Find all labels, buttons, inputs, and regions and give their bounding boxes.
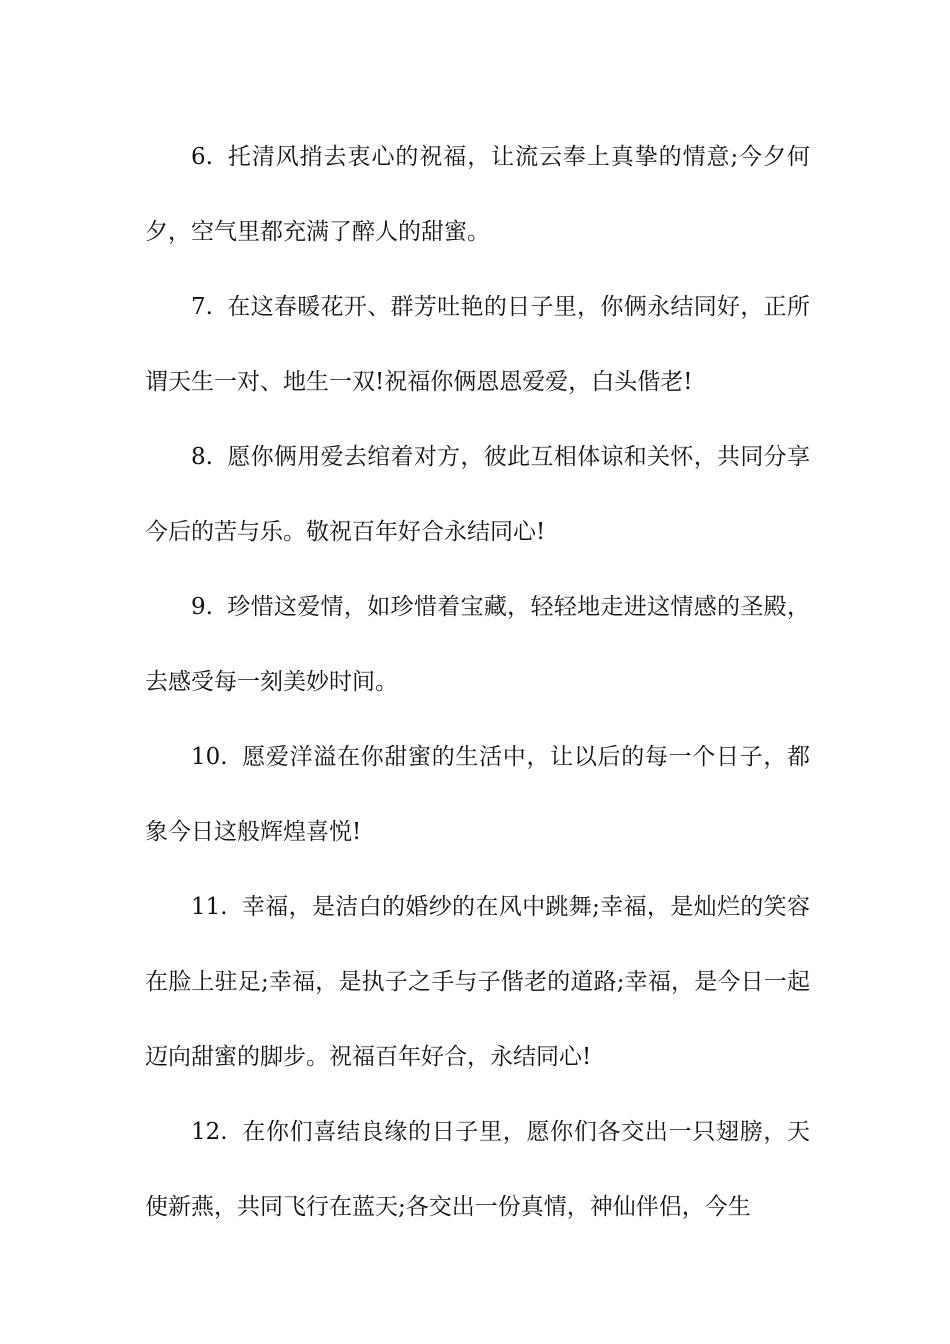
- paragraph-text: 幸福，是洁白的婚纱的在风中跳舞;幸福，是灿烂的笑容在脸上驻足;幸福，是执子之手与子偕老的道路;幸福，是今日一起迈向甜蜜的脚步。祝福百年好合，永结同心!: [145, 894, 810, 1070]
- paragraph-text: 珍惜这爱情，如珍惜着宝藏，轻轻地走进这情感的圣殿，去感受每一刻美妙时间。: [145, 594, 810, 695]
- paragraph-number: 7.: [191, 294, 213, 320]
- document-body: [145, 120, 810, 1245]
- paragraph-number: 11.: [191, 894, 228, 920]
- paragraph-number: 12.: [191, 1119, 228, 1145]
- paragraph-number: 8.: [191, 444, 213, 470]
- paragraph-number: 6.: [191, 144, 213, 170]
- paragraph-number: 9.: [191, 594, 213, 620]
- paragraph-6: [145, 120, 810, 270]
- paragraph-text: 愿你俩用爱去绾着对方，彼此互相体谅和关怀，共同分享今后的苦与乐。敬祝百年好合永结同心!: [145, 444, 810, 545]
- paragraph-text: 托清风捎去衷心的祝福，让流云奉上真挚的情意;今夕何夕，空气里都充满了醉人的甜蜜。: [145, 144, 810, 245]
- paragraph-7: [145, 270, 810, 420]
- paragraph-9: [145, 570, 810, 720]
- paragraph-text: 愿爱洋溢在你甜蜜的生活中，让以后的每一个日子，都象今日这般辉煌喜悦!: [145, 744, 810, 845]
- paragraph-12: [145, 1095, 810, 1245]
- paragraph-text: 在你们喜结良缘的日子里，愿你们各交出一只翅膀，天使新燕，共同飞行在蓝天;各交出一份真情，神仙伴侣，今生: [145, 1119, 810, 1220]
- paragraph-11: [145, 870, 810, 1095]
- paragraph-10: [145, 720, 810, 870]
- paragraph-8: [145, 420, 810, 570]
- paragraph-number: 10.: [191, 744, 228, 770]
- paragraph-text: 在这春暖花开、群芳吐艳的日子里，你俩永结同好，正所谓天生一对、地生一双!祝福你俩恩恩爱爱，白头偕老!: [145, 294, 810, 395]
